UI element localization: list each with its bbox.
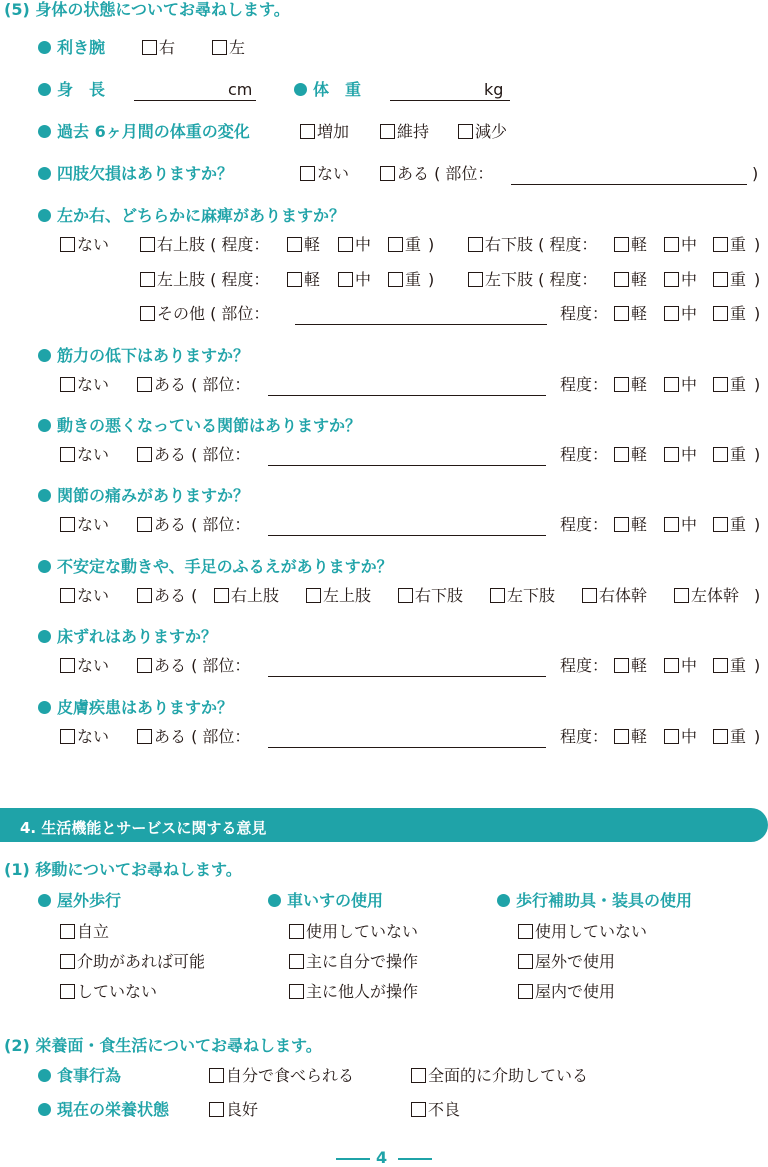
degree-mid[interactable]: 中: [664, 658, 697, 674]
close-paren: ): [754, 586, 761, 605]
degree-mild[interactable]: 軽: [614, 377, 647, 393]
close-paren: ): [428, 270, 435, 289]
change-maintain[interactable]: 維持: [380, 124, 429, 140]
wheelchair-other[interactable]: 主に他人が操作: [289, 984, 418, 1000]
skin-label: 皮膚疾患はありますか？: [38, 700, 233, 716]
degree-mild[interactable]: 軽: [614, 729, 647, 745]
bullet-icon: [38, 209, 51, 222]
paralysis-left-lower[interactable]: 左下肢 ( 程度：: [468, 272, 597, 288]
checkbox[interactable]: [713, 447, 728, 462]
skin-site-field[interactable]: [268, 747, 546, 748]
joint-label: 動きの悪くなっている関節はありますか？: [38, 418, 361, 434]
checkbox[interactable]: [137, 447, 152, 462]
checkbox[interactable]: [60, 658, 75, 673]
checkbox[interactable]: [664, 729, 679, 744]
paralysis-right-upper[interactable]: 右上肢 ( 程度：: [140, 237, 269, 253]
walk-with-assist[interactable]: 介助があれば可能: [60, 954, 205, 970]
degree-mild[interactable]: 軽: [614, 272, 647, 288]
walk-not[interactable]: していない: [60, 984, 157, 1000]
weight-unit: kg: [484, 80, 504, 99]
tremor-left-trunk[interactable]: 左体幹: [674, 588, 739, 604]
checkbox[interactable]: [664, 237, 679, 252]
tremor-no[interactable]: ない: [60, 588, 109, 604]
paralysis-label: 左か右、どちらかに麻痺がありますか？: [38, 208, 345, 224]
checkbox[interactable]: [60, 517, 75, 532]
banner-title: 4. 生活機能とサービスに関する意見: [20, 819, 267, 837]
outdoor-walking-label: 屋外歩行: [38, 893, 121, 909]
checkbox[interactable]: [713, 729, 728, 744]
degree-mild[interactable]: 軽: [614, 237, 647, 253]
bullet-icon: [38, 630, 51, 643]
degree-mid[interactable]: 中: [664, 447, 697, 463]
degree-label: 程度：: [560, 375, 609, 394]
checkbox[interactable]: [137, 658, 152, 673]
degree-heavy[interactable]: 重: [713, 306, 746, 322]
bullet-icon: [497, 894, 510, 907]
bullet-icon: [38, 125, 51, 138]
mobility-heading: (1) 移動についてお尋ねします。: [4, 860, 242, 879]
checkbox[interactable]: [140, 306, 155, 321]
checkbox[interactable]: [60, 588, 75, 603]
degree-heavy[interactable]: 重: [713, 729, 746, 745]
checkbox[interactable]: [289, 954, 304, 969]
bedsore-site-field[interactable]: [268, 676, 546, 677]
degree-label: 程度：: [560, 445, 609, 464]
aid-outdoor[interactable]: 屋外で使用: [518, 954, 615, 970]
checkbox[interactable]: [380, 166, 395, 181]
skin-no[interactable]: ない: [60, 729, 109, 745]
checkbox[interactable]: [300, 124, 315, 139]
checkbox[interactable]: [468, 272, 483, 287]
pain-yes[interactable]: ある ( 部位：: [137, 517, 250, 533]
close-paren: ): [754, 235, 761, 254]
tremor-left-lower[interactable]: 左下肢: [490, 588, 555, 604]
checkbox[interactable]: [664, 517, 679, 532]
close-paren: ): [752, 164, 759, 183]
walking-aid-label: 歩行補助具・装具の使用: [497, 893, 692, 909]
checkbox[interactable]: [713, 658, 728, 673]
checkbox[interactable]: [60, 447, 75, 462]
eating-label: 食事行為: [38, 1068, 121, 1084]
weight-change-label: 過去 6ヶ月間の体重の変化: [38, 124, 250, 140]
muscle-no[interactable]: ない: [60, 377, 109, 393]
degree-mid[interactable]: 中: [664, 306, 697, 322]
checkbox[interactable]: [212, 40, 227, 55]
checkbox[interactable]: [287, 237, 302, 252]
checkbox[interactable]: [289, 924, 304, 939]
wheelchair-self[interactable]: 主に自分で操作: [289, 954, 418, 970]
checkbox[interactable]: [458, 124, 473, 139]
checkbox[interactable]: [209, 1102, 224, 1117]
bullet-icon: [38, 83, 51, 96]
bedsore-no[interactable]: ない: [60, 658, 109, 674]
section-heading: (5) 身体の状態についてお尋ねします。: [4, 0, 290, 19]
checkbox[interactable]: [614, 517, 629, 532]
tremor-right-trunk[interactable]: 右体幹: [582, 588, 647, 604]
checkbox[interactable]: [614, 447, 629, 462]
aid-indoor[interactable]: 屋内で使用: [518, 984, 615, 1000]
checkbox[interactable]: [664, 377, 679, 392]
checkbox[interactable]: [518, 924, 533, 939]
handedness-label: 利き腕: [38, 40, 105, 56]
bullet-icon: [294, 83, 307, 96]
other-site-field[interactable]: [295, 324, 547, 325]
checkbox[interactable]: [664, 658, 679, 673]
checkbox[interactable]: [60, 924, 75, 939]
close-paren: ): [754, 270, 761, 289]
degree-heavy[interactable]: 重: [713, 377, 746, 393]
tremor-yes[interactable]: ある (: [137, 588, 197, 604]
muscle-label: 筋力の低下はありますか？: [38, 348, 249, 364]
close-paren: ): [754, 515, 761, 534]
checkbox[interactable]: [306, 588, 321, 603]
limb-yes[interactable]: ある ( 部位：: [380, 166, 493, 182]
checkbox[interactable]: [140, 272, 155, 287]
checkbox[interactable]: [287, 272, 302, 287]
checkbox[interactable]: [664, 306, 679, 321]
checkbox[interactable]: [664, 272, 679, 287]
wheelchair-label: 車いすの使用: [268, 893, 383, 909]
page-number-dash-left: [336, 1158, 370, 1160]
checkbox[interactable]: [713, 306, 728, 321]
checkbox[interactable]: [614, 272, 629, 287]
checkbox[interactable]: [468, 237, 483, 252]
degree-heavy[interactable]: 重: [713, 658, 746, 674]
bullet-icon: [38, 349, 51, 362]
pain-no[interactable]: ない: [60, 517, 109, 533]
checkbox[interactable]: [388, 272, 403, 287]
checkbox[interactable]: [137, 517, 152, 532]
checkbox[interactable]: [664, 447, 679, 462]
walk-independent[interactable]: 自立: [60, 924, 109, 940]
degree-heavy[interactable]: 重: [713, 517, 746, 533]
close-paren: ): [428, 235, 435, 254]
height-label: 身 長: [38, 82, 105, 98]
bullet-icon: [38, 41, 51, 54]
bullet-icon: [268, 894, 281, 907]
close-paren: ): [754, 445, 761, 464]
close-paren: ): [754, 727, 761, 746]
checkbox[interactable]: [614, 237, 629, 252]
checkbox[interactable]: [674, 588, 689, 603]
checkbox[interactable]: [300, 166, 315, 181]
checkbox[interactable]: [209, 1068, 224, 1083]
page-number: 4: [376, 1148, 388, 1167]
height-unit: cm: [228, 80, 253, 99]
degree-label: 程度：: [560, 656, 609, 675]
checkbox[interactable]: [713, 237, 728, 252]
degree-heavy[interactable]: 重: [713, 237, 746, 253]
bullet-icon: [38, 489, 51, 502]
paralysis-right-lower[interactable]: 右下肢 ( 程度：: [468, 237, 597, 253]
checkbox[interactable]: [411, 1068, 426, 1083]
height-field[interactable]: [134, 100, 256, 101]
degree-mid[interactable]: 中: [664, 237, 697, 253]
section-banner: [0, 808, 768, 842]
nutrition-status-label: 現在の栄養状態: [38, 1102, 169, 1118]
checkbox[interactable]: [582, 588, 597, 603]
tremor-right-upper[interactable]: 右上肢: [214, 588, 279, 604]
joint-pain-label: 関節の痛みがありますか？: [38, 488, 249, 504]
change-decrease[interactable]: 減少: [458, 124, 507, 140]
checkbox[interactable]: [338, 237, 353, 252]
close-paren: ): [754, 304, 761, 323]
checkbox[interactable]: [614, 658, 629, 673]
degree-mid[interactable]: 中: [338, 272, 371, 288]
checkbox[interactable]: [614, 377, 629, 392]
close-paren: ): [754, 375, 761, 394]
bullet-icon: [38, 1103, 51, 1116]
paralysis-no[interactable]: ない: [60, 237, 109, 253]
wheelchair-none[interactable]: 使用していない: [289, 924, 418, 940]
checkbox[interactable]: [713, 272, 728, 287]
change-increase[interactable]: 増加: [300, 124, 349, 140]
tremor-left-upper[interactable]: 左上肢: [306, 588, 371, 604]
bullet-icon: [38, 419, 51, 432]
checkbox[interactable]: [142, 40, 157, 55]
checkbox[interactable]: [388, 237, 403, 252]
eat-self[interactable]: 自分で食べられる: [209, 1068, 354, 1084]
bullet-icon: [38, 894, 51, 907]
checkbox[interactable]: [137, 377, 152, 392]
checkbox[interactable]: [60, 729, 75, 744]
checkbox[interactable]: [518, 984, 533, 999]
skin-yes[interactable]: ある ( 部位：: [137, 729, 250, 745]
aid-none[interactable]: 使用していない: [518, 924, 647, 940]
tremor-right-lower[interactable]: 右下肢: [398, 588, 463, 604]
paralysis-left-upper[interactable]: 左上肢 ( 程度：: [140, 272, 269, 288]
paralysis-other[interactable]: その他 ( 部位：: [140, 306, 269, 322]
degree-label: 程度：: [560, 727, 609, 746]
checkbox[interactable]: [411, 1102, 426, 1117]
bullet-icon: [38, 701, 51, 714]
checkbox[interactable]: [380, 124, 395, 139]
checkbox[interactable]: [60, 377, 75, 392]
checkbox[interactable]: [289, 984, 304, 999]
bullet-icon: [38, 560, 51, 573]
checkbox[interactable]: [137, 588, 152, 603]
bullet-icon: [38, 1069, 51, 1082]
checkbox[interactable]: [490, 588, 505, 603]
degree-mid[interactable]: 中: [664, 729, 697, 745]
checkbox[interactable]: [214, 588, 229, 603]
degree-mild[interactable]: 軽: [287, 272, 320, 288]
degree-mild[interactable]: 軽: [614, 517, 647, 533]
checkbox[interactable]: [518, 954, 533, 969]
bedsore-yes[interactable]: ある ( 部位：: [137, 658, 250, 674]
checkbox[interactable]: [398, 588, 413, 603]
checkbox[interactable]: [140, 237, 155, 252]
checkbox[interactable]: [137, 729, 152, 744]
limb-site-field[interactable]: [511, 184, 747, 185]
degree-label: 程度：: [560, 304, 609, 323]
weight-label: 体 重: [294, 82, 361, 98]
checkbox[interactable]: [713, 377, 728, 392]
degree-heavy[interactable]: 重: [713, 272, 746, 288]
degree-label: 程度：: [560, 515, 609, 534]
joint-no[interactable]: ない: [60, 447, 109, 463]
bedsore-label: 床ずれはありますか？: [38, 629, 217, 645]
degree-mild[interactable]: 軽: [614, 306, 647, 322]
page-number-dash-right: [398, 1158, 432, 1160]
weight-field[interactable]: [390, 100, 510, 101]
degree-mild[interactable]: 軽: [614, 447, 647, 463]
handedness-left[interactable]: 左: [212, 40, 245, 56]
checkbox[interactable]: [338, 272, 353, 287]
degree-mid[interactable]: 中: [664, 377, 697, 393]
checkbox[interactable]: [614, 729, 629, 744]
bullet-icon: [38, 167, 51, 180]
checkbox[interactable]: [713, 517, 728, 532]
limb-loss-label: 四肢欠損はありますか？: [38, 166, 233, 182]
degree-mid[interactable]: 中: [338, 237, 371, 253]
degree-heavy[interactable]: 重: [388, 237, 421, 253]
muscle-yes[interactable]: ある ( 部位：: [137, 377, 250, 393]
joint-site-field[interactable]: [268, 465, 546, 466]
degree-mild[interactable]: 軽: [614, 658, 647, 674]
checkbox[interactable]: [60, 984, 75, 999]
tremor-label: 不安定な動きや、手足のふるえがありますか？: [38, 559, 393, 575]
degree-mid[interactable]: 中: [664, 272, 697, 288]
pain-site-field[interactable]: [268, 535, 546, 536]
close-paren: ): [754, 656, 761, 675]
muscle-site-field[interactable]: [268, 395, 546, 396]
joint-yes[interactable]: ある ( 部位：: [137, 447, 250, 463]
eat-full-assist[interactable]: 全面的に介助している: [411, 1068, 588, 1084]
degree-mid[interactable]: 中: [664, 517, 697, 533]
checkbox[interactable]: [60, 954, 75, 969]
nutrition-good[interactable]: 良好: [209, 1102, 258, 1118]
checkbox[interactable]: [614, 306, 629, 321]
handedness-right[interactable]: 右: [142, 40, 175, 56]
degree-mild[interactable]: 軽: [287, 237, 320, 253]
checkbox[interactable]: [60, 237, 75, 252]
degree-heavy[interactable]: 重: [713, 447, 746, 463]
limb-no[interactable]: ない: [300, 166, 349, 182]
nutrition-heading: (2) 栄養面・食生活についてお尋ねします。: [4, 1036, 322, 1055]
degree-heavy[interactable]: 重: [388, 272, 421, 288]
nutrition-poor[interactable]: 不良: [411, 1102, 460, 1118]
